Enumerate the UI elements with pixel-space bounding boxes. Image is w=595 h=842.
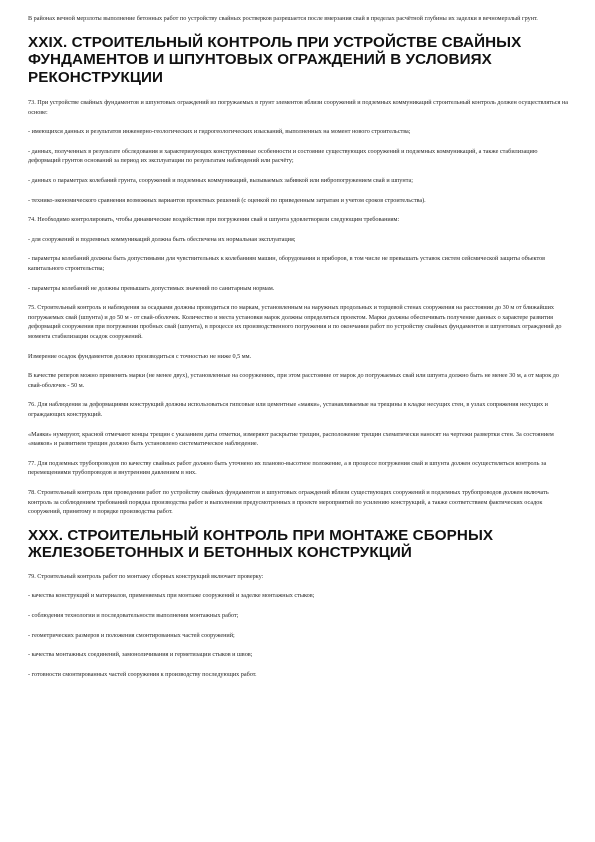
section-heading-xxix: XXIX. СТРОИТЕЛЬНЫЙ КОНТРОЛЬ ПРИ УСТРОЙСТВЕ СВАЙНЫХ ФУНДАМЕНТОВ И ШПУНТОВЫХ ОГРАЖДЕНИЙ В УСЛОВИЯХ РЕКОНСТРУКЦИИ (28, 33, 522, 86)
list-item: - имеющихся данных и результатов инженерно-геологических и гидрогеологических изысканий, выполненных на момент нового строительства; (28, 128, 411, 136)
paragraph-75-accuracy: Измерение осадок фундаментов должно производиться с точностью не ниже 0,5 мм. (28, 352, 252, 360)
list-item: - данных о параметрах колебаний грунта, сооружений и подземных коммуникаций, вызываемых забивкой или вибропогружением свай и шпунта; (28, 177, 413, 185)
paragraph-75-benchmarks: В качестве реперов можно применять марки (не менее двух), установленные на сооружениях, при этом расстояние от марок до погружаемых свай или шпунта должно быть не менее 30 м, а от марок до свай-оболочек - 50 м. (28, 372, 560, 389)
list-item: - готовности смонтированных частей сооружения к производству последующих работ. (28, 670, 257, 678)
paragraph-79: 79. Строительный контроль работ по монтажу сборных конструкций включает проверку: (28, 572, 264, 580)
paragraph-76-markers: «Маяки» нумеруют, красной отмечают концы трещин с указанием даты отметки, измеряют раскрытие трещин, расположение трещин схематически наносят на чертежи развертки стен. За состоянием «маяков» и развитием трещин должно быть установлено систематическое наблюдение. (28, 430, 554, 448)
paragraph-74: 74. Необходимо контролировать, чтобы динамические воздействия при погружении свай и шпунта удовлетворяли следующим требованиям: (28, 216, 400, 224)
paragraph-78: 78. Строительный контроль при проведении работ по устройству свайных фундаментов и шпунтовых ограждений вблизи существующих сооружений и подземных трубопроводов должен включать контроль за соблюдением требований порядка производства работ и выполнения предусмотренных в проекте мероприятий по усилению конструкций, а также соответствием фактических осадок сооружений, принятому в порядке производства работ. (28, 488, 549, 516)
list-item: - геометрических размеров и положения смонтированных частей сооружений; (28, 631, 235, 639)
list-item: - технико-экономического сравнения возможных вариантов проектных решений (с оценкой по приведенным затратам и учетом сроков строительства). (28, 196, 426, 204)
paragraph-77: 77. Для подземных трубопроводов по качеству свайных работ должно быть уточнено их планово-высотное положение, а в процессе погружения свай и шпунта должен осуществляться контроль за перемещениями трубопроводов и внутренним давлением в них. (28, 459, 547, 477)
paragraph-75: 75. Строительный контроль и наблюдения за осадками должны проводиться по маркам, установленным на наружных продольных и торцевой стенах сооружения на расстоянии до 30 м от ближайших погружаемых свай (шпунта) и до 50 м - от свай-оболочек. Количество и места установки марок должны определяться проектом. Марки должны обеспечивать получение данных о характере развития деформаций сооружения при погружении пробных свай (шпунта), в процессе их производственного погружения и по окончании работ по устройству свайных фундаментов и шпунтовых ограждений до момента стабилизации осадок сооружений. (28, 304, 562, 340)
section-heading-xxx: XXX. СТРОИТЕЛЬНЫЙ КОНТРОЛЬ ПРИ МОНТАЖЕ СБОРНЫХ ЖЕЛЕЗОБЕТОННЫХ И БЕТОННЫХ КОНСТРУКЦИЙ (28, 526, 494, 562)
list-item: - качества монтажных соединений, замоноличивания и герметизации стыков и швов; (28, 651, 253, 659)
intro-paragraph: В районах вечной мерзлоты выполнение бетонных работ по устройству свайных ростверков разрешается после вмерзания свай в пределах расчётной глубины их заделки в вечномерзлый грунт. (28, 15, 538, 22)
paragraph-73: 73. При устройстве свайных фундаментов и шпунтовых ограждений из погружаемых в грунт элементов вблизи сооружений и подземных коммуникаций строительный контроль должен осуществляться на основе: (28, 99, 568, 116)
list-item: - параметры колебаний не должны превышать допустимых значений по санитарным нормам. (28, 284, 275, 292)
list-item: - соблюдения технологии и последовательности выполнения монтажных работ; (28, 611, 239, 619)
list-item: - параметры колебаний должны быть допустимыми для чувствительных к колебаниям машин, оборудования и приборов, в том числе не превышать уставок систем сейсмической защиты объектов капитального строительства; (28, 255, 546, 273)
paragraph-76: 76. Для наблюдения за деформациями конструкций должны использоваться гипсовые или цементные «маяки», устанавливаемые на трещины в кладке несущих стен, в узлах сопряжения несущих и ограждающих конструкций. (28, 401, 548, 418)
document-page (28, 14, 568, 689)
list-item: - данных, полученных в результате обследования и характеризующих конструктивные особенности и состояние существующих сооружений и подземных коммуникаций, а также стабилизацию деформаций грунтов оснований за период их эксплуатации по результатам наблюдений или расчёту; (28, 147, 538, 165)
list-item: - для сооружений и подземных коммуникаций должна быть обеспечена их нормальная эксплуатация; (28, 235, 296, 243)
list-item: - качества конструкций и материалов, применяемых при монтаже сооружений и заделке монтажных стыков; (28, 592, 315, 600)
